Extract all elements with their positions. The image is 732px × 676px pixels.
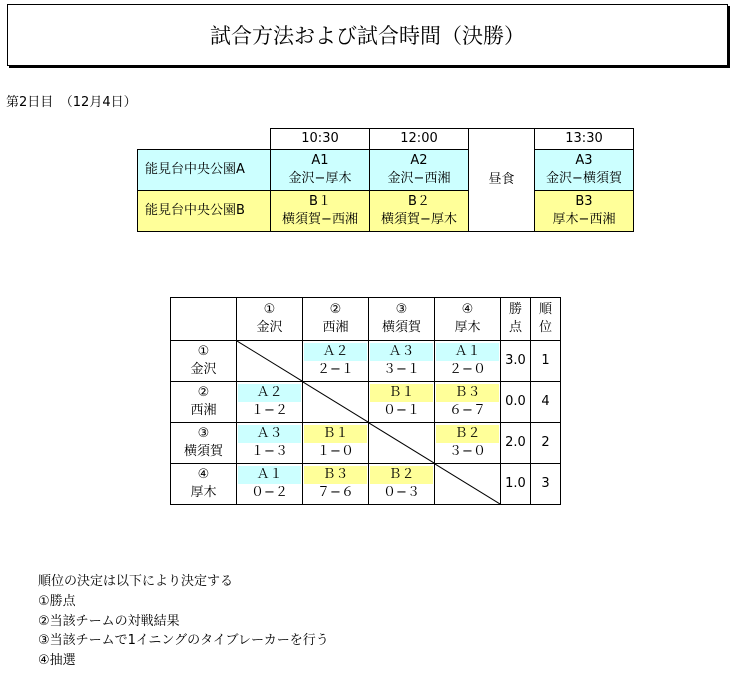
rank-cell: 2 bbox=[531, 423, 561, 464]
match-result-cell bbox=[237, 382, 303, 423]
team-name: 厚木 bbox=[190, 485, 217, 500]
team-name: 横須賀 bbox=[183, 444, 223, 459]
match-id: Ａ１ bbox=[238, 466, 301, 484]
game-cell bbox=[535, 191, 634, 232]
points-cell: 1.0 bbox=[501, 464, 531, 505]
match-id: Ａ３ bbox=[238, 425, 301, 443]
team-number: ② bbox=[329, 302, 342, 317]
day-label: 第2日目 （12月4日） bbox=[6, 95, 137, 110]
match-score: ３−０ bbox=[449, 444, 486, 459]
match-score: ０−２ bbox=[251, 485, 288, 500]
team-col-header bbox=[237, 298, 303, 341]
rank-cell: 1 bbox=[531, 341, 561, 382]
game-id: A3 bbox=[575, 153, 593, 168]
team-name: 横須賀 bbox=[381, 320, 421, 335]
match-result-cell bbox=[369, 382, 435, 423]
game-id: A2 bbox=[410, 153, 428, 168]
team-number: ④ bbox=[197, 467, 210, 482]
game-id: B3 bbox=[575, 194, 593, 209]
team-col-header bbox=[303, 298, 369, 341]
match-score: ０−３ bbox=[383, 485, 420, 500]
diagonal-cell bbox=[237, 341, 303, 382]
rule-item: ③当該チームで1イニングのタイブレーカーを行う bbox=[38, 633, 329, 649]
team-number: ③ bbox=[197, 426, 210, 441]
match-result-cell bbox=[237, 464, 303, 505]
time-slot: 13:30 bbox=[535, 129, 634, 150]
match-score: ６−７ bbox=[449, 403, 486, 418]
game-cell bbox=[271, 191, 370, 232]
game-teams: 金沢−厚木 bbox=[288, 171, 352, 186]
diagonal-cell bbox=[303, 382, 369, 423]
game-id: B１ bbox=[309, 194, 331, 209]
team-row-header bbox=[171, 423, 237, 464]
match-score: ０−１ bbox=[383, 403, 420, 418]
game-cell bbox=[535, 150, 634, 191]
table-row bbox=[171, 341, 561, 382]
rank-cell: 3 bbox=[531, 464, 561, 505]
match-id: Ｂ３ bbox=[304, 466, 367, 484]
match-result-cell bbox=[237, 423, 303, 464]
match-score: １−２ bbox=[251, 403, 288, 418]
rule-item: ④抽選 bbox=[38, 653, 76, 669]
points-header-char: 勝 bbox=[508, 302, 522, 317]
match-score: ２−１ bbox=[317, 362, 354, 377]
game-teams: 厚木−西湘 bbox=[552, 212, 616, 227]
diagonal-cell bbox=[435, 464, 501, 505]
team-name: 金沢 bbox=[190, 362, 217, 377]
match-id: Ａ２ bbox=[238, 384, 301, 402]
schedule-corner bbox=[138, 129, 271, 150]
rules-intro: 順位の決定は以下により決定する bbox=[38, 574, 234, 589]
rank-header bbox=[531, 298, 561, 341]
team-col-header bbox=[369, 298, 435, 341]
team-number: ① bbox=[263, 302, 276, 317]
table-row bbox=[171, 423, 561, 464]
match-id: Ａ２ bbox=[304, 343, 367, 361]
rank-cell: 4 bbox=[531, 382, 561, 423]
team-row-header bbox=[171, 464, 237, 505]
match-id: Ｂ１ bbox=[370, 384, 433, 402]
match-score: ２−０ bbox=[449, 362, 486, 377]
venue-a-label: 能見台中央公園A bbox=[138, 150, 271, 191]
match-id: Ａ１ bbox=[436, 343, 499, 361]
team-col-header bbox=[435, 298, 501, 341]
rank-header-char: 位 bbox=[538, 320, 552, 335]
rank-header-char: 順 bbox=[538, 302, 552, 317]
team-name: 西湘 bbox=[190, 403, 217, 418]
diagonal-cell bbox=[369, 423, 435, 464]
team-number: ③ bbox=[395, 302, 408, 317]
match-result-cell bbox=[303, 341, 369, 382]
ranking-rules bbox=[38, 572, 329, 671]
team-name: 厚木 bbox=[454, 320, 481, 335]
match-result-cell bbox=[369, 464, 435, 505]
time-slot: 10:30 bbox=[271, 129, 370, 150]
match-score: １−０ bbox=[317, 444, 354, 459]
game-teams: 金沢−西湘 bbox=[387, 171, 451, 186]
time-slot: 12:00 bbox=[370, 129, 469, 150]
page-title: 試合方法および試合時間（決勝） bbox=[7, 4, 728, 66]
team-row-header bbox=[171, 341, 237, 382]
table-row bbox=[171, 382, 561, 423]
team-number: ④ bbox=[461, 302, 474, 317]
lunch-cell: 昼食 bbox=[469, 129, 535, 232]
points-header-char: 点 bbox=[508, 320, 522, 335]
team-number: ① bbox=[197, 344, 210, 359]
match-id: Ｂ３ bbox=[436, 384, 499, 402]
match-score: １−３ bbox=[251, 444, 288, 459]
venue-b-label: 能見台中央公園B bbox=[138, 191, 271, 232]
points-cell: 3.0 bbox=[501, 341, 531, 382]
results-corner bbox=[171, 298, 237, 341]
game-cell bbox=[370, 150, 469, 191]
team-number: ② bbox=[197, 385, 210, 400]
game-teams: 金沢−横須賀 bbox=[546, 171, 622, 186]
results-table bbox=[170, 297, 561, 505]
team-name: 西湘 bbox=[322, 320, 349, 335]
game-cell bbox=[271, 150, 370, 191]
points-header bbox=[501, 298, 531, 341]
match-id: Ｂ２ bbox=[370, 466, 433, 484]
game-cell bbox=[370, 191, 469, 232]
points-cell: 2.0 bbox=[501, 423, 531, 464]
team-row-header bbox=[171, 382, 237, 423]
team-name: 金沢 bbox=[256, 320, 283, 335]
game-id: A1 bbox=[311, 153, 329, 168]
game-teams: 横須賀−厚木 bbox=[381, 212, 457, 227]
match-result-cell bbox=[435, 382, 501, 423]
match-score: ３−１ bbox=[383, 362, 420, 377]
schedule-table bbox=[137, 128, 634, 232]
rule-item: ①勝点 bbox=[38, 593, 76, 609]
match-result-cell bbox=[303, 464, 369, 505]
game-teams: 横須賀−西湘 bbox=[282, 212, 358, 227]
match-result-cell bbox=[369, 341, 435, 382]
match-result-cell bbox=[435, 341, 501, 382]
match-id: Ａ３ bbox=[370, 343, 433, 361]
match-id: Ｂ１ bbox=[304, 425, 367, 443]
match-result-cell bbox=[303, 423, 369, 464]
game-id: B２ bbox=[408, 194, 430, 209]
points-cell: 0.0 bbox=[501, 382, 531, 423]
rule-item: ②当該チームの対戦結果 bbox=[38, 613, 180, 629]
match-score: ７−６ bbox=[317, 485, 354, 500]
table-row bbox=[171, 464, 561, 505]
match-result-cell bbox=[435, 423, 501, 464]
match-id: Ｂ２ bbox=[436, 425, 499, 443]
